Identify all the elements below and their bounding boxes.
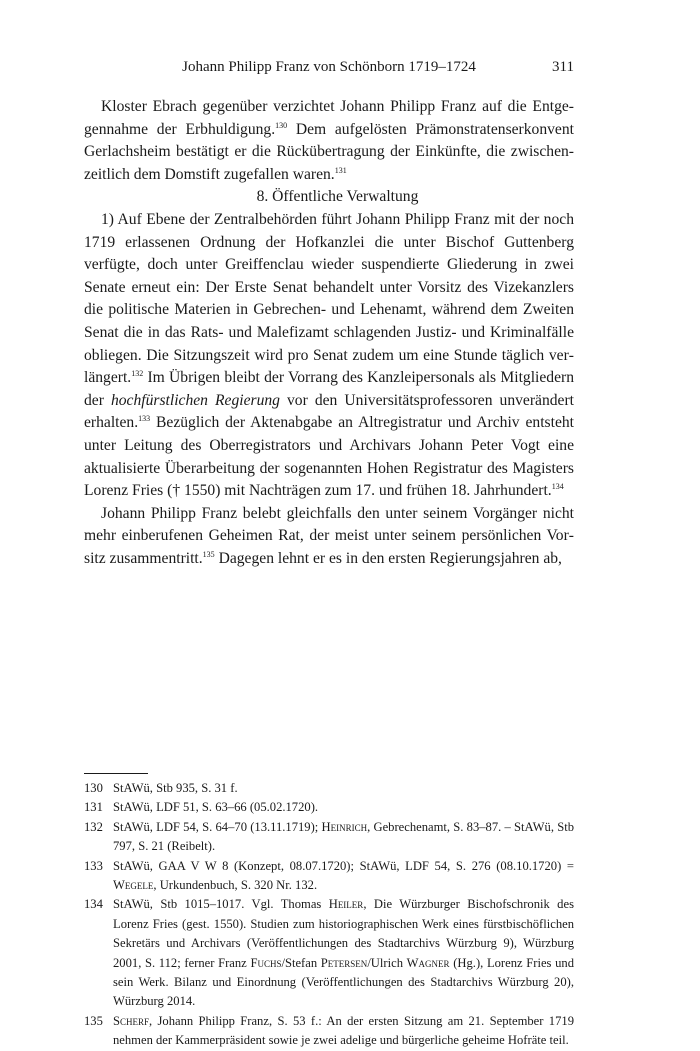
author-name: Heinrich: [321, 819, 368, 834]
text-run: (Hg.), Lorenz Fries und sein Werk. Bilanz und Einordnung (Veröffentlichungen des Stadtarchivs Würzburg 20), Würzburg 2014.: [113, 955, 574, 1009]
footnote: [84, 818, 574, 857]
footnote-text: [113, 1012, 574, 1051]
text-run: Dem aufgelösten Prämonstratenserkonvent Gerlachsheim bestätigt er die Rückübertragung der Einkünfte, die zwischenzeitlich dem Domstift zugefallen waren.: [84, 120, 574, 183]
footnote-number: 134: [84, 897, 103, 912]
footnote-text: [113, 857, 574, 896]
section-heading: 8. Öffentliche Verwaltung: [256, 188, 419, 206]
footnote-number: 132: [84, 819, 103, 834]
running-header: [84, 59, 574, 83]
footnote-ref: 134: [551, 481, 564, 491]
footnote-number: 131: [84, 800, 103, 815]
text-run: StAWü, LDF 54, S. 64–70 (13.11.1719);: [113, 819, 322, 834]
footnote-ref: 135: [202, 549, 215, 559]
footnote-text: [113, 895, 574, 1011]
text-run: , Urkundenbuch, S. 320 Nr. 132.: [153, 878, 318, 893]
author-name: Heiler: [328, 897, 364, 912]
paragraph: [84, 96, 574, 186]
author-name: Scherf: [113, 1013, 150, 1028]
text-run: , Die Würzburger Bischofschronik des Lorenz Fries (gest. 1550). Studien zum historiographischen Werk eines fürstbischöflichen Sekretärs und Archivars (Veröffentlichungen des Stadtarchivs Würzburg 9), Würzburg 2001, S. 112; ferner Franz: [113, 897, 574, 970]
author-name: Wegele: [113, 878, 154, 893]
text-run: , Gebrechenamt, S. 83–87. – StAWü, Stb 797, S. 21 (Reibelt).: [113, 819, 574, 854]
text-run: /Ulrich: [367, 955, 407, 970]
text-run: Johann Philipp Franz belebt gleichfalls den unter seinem Vorgänger nicht mehr einberufenen Geheimen Rat, der meist unter seinem persönlichen Vorsitz zusammentritt.: [84, 504, 574, 567]
text-run: Kloster Ebrach gegenüber verzichtet Johann Philipp Franz auf die Entgegennahme der Erbhuldigung.: [84, 98, 574, 138]
footnote: [84, 857, 574, 896]
author-name: Wagner: [406, 955, 450, 970]
text-run: /Stefan: [281, 955, 321, 970]
author-name: Fuchs: [250, 955, 282, 970]
text-run: StAWü, Stb 1015–1017. Vgl. Thomas: [113, 897, 329, 912]
footnote-ref: 131: [334, 165, 347, 175]
running-title: Johann Philipp Franz von Schönborn 1719–1724: [182, 59, 476, 75]
footnote-text: StAWü, Stb 935, S. 31 f.: [113, 781, 238, 795]
text-run: , Johann Philipp Franz, S. 53 f.: An der ersten Sitzung am 21. September 1719 nehmen der Kammerpräsident sowie je zwei adelige und bürgerliche geheime Hofräte teil.: [113, 1013, 574, 1048]
footnote-ref: 132: [131, 368, 144, 378]
footnote: [84, 779, 574, 798]
paragraph: [84, 503, 574, 571]
main-text: [84, 96, 574, 570]
text-run: StAWü, GAA V W 8 (Konzept, 08.07.1720); StAWü, LDF 54, S. 276 (08.10.1720) =: [113, 858, 574, 873]
text-run: vor den Universitätsprofessoren unverändert erhalten.: [84, 391, 574, 432]
footnote-ref: 130: [275, 120, 288, 130]
page-number: 311: [552, 59, 574, 75]
footnote: [84, 1012, 574, 1051]
text-run: 1) Auf Ebene der Zentralbehörden führt Johann Philipp Franz mit der noch 1719 erlassenen Ordnung der Hofkanzlei die unter Bischof Guttenberg verfügte, doch unter Greiffenclau wieder suspendierte Gliederung in zwei Senate erneut ein: Der Erste Senat behandelt unter Vorsitz des Vizekanzlers die politische Materien in Gebrechen- und Lehenamt, während dem Zweiten Senat die in das Rats- und Malefizamt schlagenden Justiz- und Kriminalfälle obliegen. Die Sitzungszeit wird pro Senat zudem um eine Stunde täglich verlängert.: [84, 210, 574, 387]
footnote-number: 130: [84, 781, 103, 795]
footnotes: [84, 779, 574, 1051]
text-run: Bezüglich der Aktenabgabe an Altregistratur und Archiv entsteht unter Leitung des Oberregistrators und Archivars Johann Peter Vogt eine aktualisierte Überarbeitung der sogenannten Hohen Registratur des Magisters Lorenz Fries († 1550) mit Nachträgen zum 17. und frühen 18. Jahrhundert.: [84, 414, 574, 500]
footnote: [84, 895, 574, 1011]
footnote-text: [113, 818, 574, 857]
footnote-separator: [84, 773, 148, 774]
italic-term: hochfürstlichen Regierung: [110, 391, 280, 409]
footnote: [84, 798, 574, 817]
footnote-number: 135: [84, 1013, 103, 1028]
footnote-text: StAWü, LDF 51, S. 63–66 (05.02.1720).: [113, 800, 319, 815]
text-run: Dagegen lehnt er es in den ersten Regierungsjahren ab,: [214, 549, 562, 567]
paragraph: [84, 209, 574, 503]
footnote-ref: 133: [138, 414, 151, 424]
text-run: Im Übrigen bleibt der Vorrang des Kanzleipersonals als Mitgliedern der: [84, 369, 574, 409]
footnote-number: 133: [84, 858, 103, 873]
author-name: Petersen: [320, 955, 368, 970]
